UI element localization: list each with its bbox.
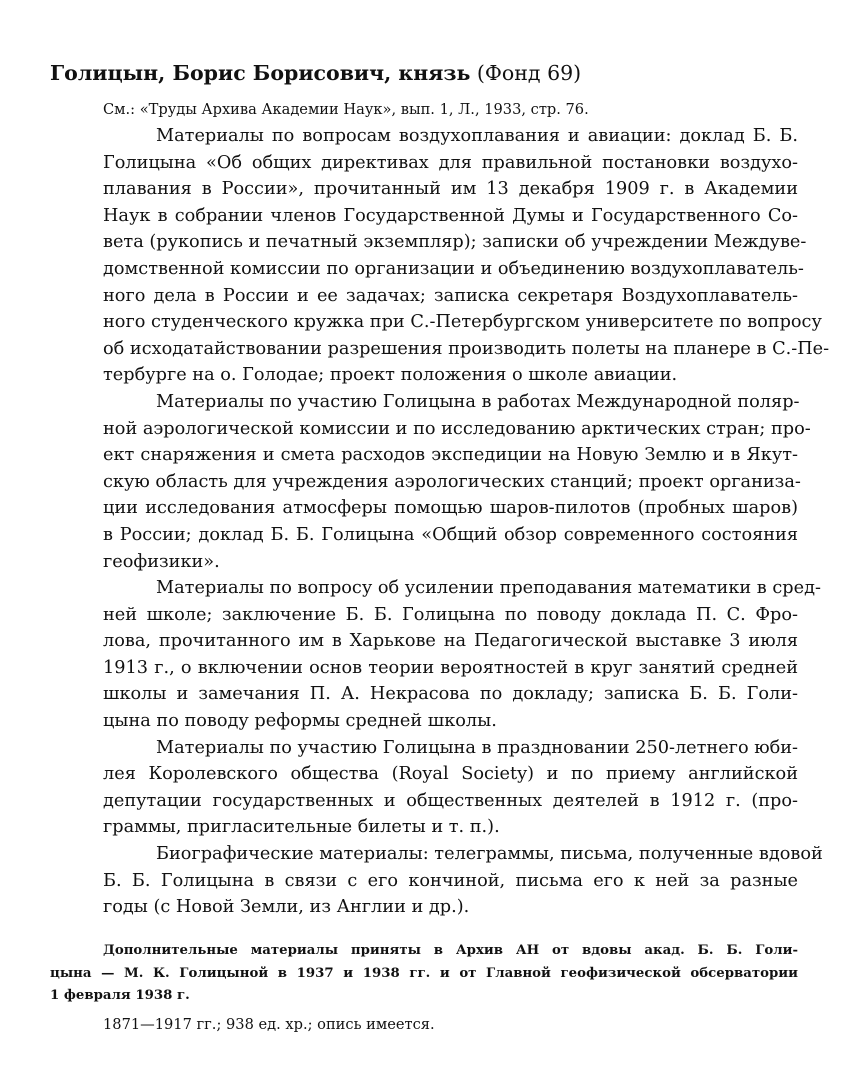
text-line: ект снаряжения и смета расходов экспедиции на Новую Землю и в Якут- (103, 445, 798, 466)
text-line: домственной комиссии по организации и объединению воздухоплаватель- (103, 258, 804, 279)
note-line: 1 февраля 1938 г. (50, 988, 190, 1003)
fund-description (50, 123, 830, 921)
text-line: ной аэрологической комиссии и по исследованию арктических стран; про- (103, 418, 811, 439)
note-line: Дополнительные материалы приняты в Архив АН от вдовы акад. Б. Б. Голи- (103, 943, 798, 958)
note-line: цына — М. К. Голицыной в 1937 и 1938 гг. и от Главной геофизической обсерватории (50, 965, 798, 981)
fund-person-name: Голицын, Борис Борисович, князь (50, 61, 471, 85)
text-line: 1913 г., о включении основ теории вероятностей в круг занятий средней (103, 657, 798, 678)
text-line: ного студенческого кружка при С.-Петербургском университете по вопросу (103, 312, 822, 333)
text-line: лова, прочитанного им в Харькове на Педагогической выставке 3 июля (103, 631, 798, 652)
text-line: Материалы по участию Голицына в праздновании 250-летнего юби- (156, 737, 799, 758)
text-line: Б. Б. Голицына в связи с его кончиной, письма его к ней за разные (103, 870, 798, 891)
literature-reference: См.: «Труды Архива Академии Наук», вып. 1, Л., 1933, стр. 76. (103, 101, 589, 118)
paragraph-biographical (50, 841, 823, 921)
text-line: Материалы по вопросам воздухоплавания и авиации: доклад Б. Б. (156, 126, 798, 146)
paragraph-aviation (50, 123, 830, 389)
text-line: депутации государственных и общественных деятелей в 1912 г. (про- (103, 790, 798, 811)
paragraph-royal-society (50, 735, 798, 841)
fund-heading (50, 58, 810, 88)
text-line: Биографические материалы: телеграммы, письма, полученные вдовой (156, 844, 823, 865)
text-line: годы (с Новой Земли, из Англии и др.). (103, 897, 470, 918)
text-line: Материалы по участию Голицына в работах Международной поляр- (156, 391, 800, 412)
text-line: геофизики». (103, 551, 220, 572)
text-line: школы и замечания П. А. Некрасова по докладу; записка Б. Б. Голи- (103, 684, 798, 705)
text-line: цына по поводу реформы средней школы. (103, 711, 497, 732)
text-line: скую область для учреждения аэрологических станций; проект организа- (103, 471, 801, 492)
text-line: лея Королевского общества (Royal Society) и по приему английской (103, 764, 798, 785)
text-line: ного дела в России и ее задачах; записка секретаря Воздухоплаватель- (103, 285, 798, 306)
text-line: Голицына «Об общих директивах для правильной постановки воздухо- (103, 152, 798, 173)
text-line: граммы, пригласительные билеты и т. п.). (103, 817, 500, 838)
fund-extent: 1871—1917 гг.; 938 ед. хр.; опись имеется. (103, 1016, 435, 1033)
text-line: об исходатайствовании разрешения производить полеты на планере в С.-Пе- (103, 338, 830, 359)
text-line: ции исследования атмосферы помощью шаров-пилотов (пробных шаров) (103, 498, 798, 519)
text-line: вета (рукопись и печатный экземпляр); записки об учреждении Междуве- (103, 232, 807, 253)
text-line: Материалы по вопросу об усилении преподавания математики в сред- (156, 578, 821, 599)
text-line: в России; доклад Б. Б. Голицына «Общий обзор современного состояния (103, 524, 798, 545)
text-line: плавания в России», прочитанный им 13 декабря 1909 г. в Академии (103, 179, 798, 200)
paragraph-polar-commission (50, 389, 811, 575)
text-line: тербурге на о. Голодае; проект положения о школе авиации. (103, 365, 678, 386)
text-line: ней школе; заключение Б. Б. Голицына по поводу доклада П. С. Фро- (103, 604, 798, 625)
text-line: Наук в собрании членов Государственной Думы и Государственного Со- (103, 205, 798, 226)
paragraph-mathematics (50, 575, 821, 735)
fund-number: (Фонд 69) (476, 61, 582, 85)
additional-materials-note (50, 940, 798, 1008)
